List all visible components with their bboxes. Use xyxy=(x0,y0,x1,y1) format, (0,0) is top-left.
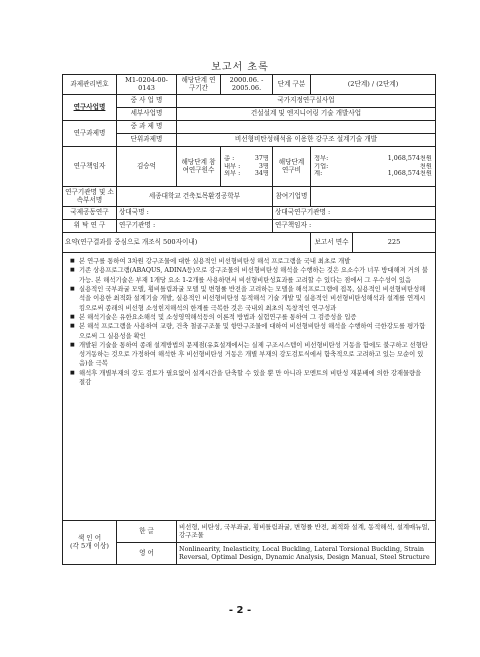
org-label: 연구기관명 및 소속부서명 xyxy=(63,187,117,207)
gov-value: 1,068,574천원 xyxy=(387,155,433,163)
unit-task-value: 비선형비탄성해석을 이용한 강구조 설계기술 개발 xyxy=(177,134,436,147)
corp-value: 천원 xyxy=(419,162,433,170)
stage-value: (2단계) / (2단계) xyxy=(311,75,436,95)
internal-value: 3명 xyxy=(258,162,269,170)
gov-label: 정부: xyxy=(314,155,329,163)
lead-researcher-value: 김승억 xyxy=(117,147,177,187)
sum-value: 1,068,574천원 xyxy=(387,170,433,178)
abstract-item: ■ 본 해석기술은 유한요소해석 및 소성영역해석등의 이론적 방법과 실험연구를 통하여 그 검증성을 입증 xyxy=(79,313,429,322)
consign-org: 연구기관명 : xyxy=(117,220,273,233)
report-title: 보고서 초록 xyxy=(211,62,269,73)
partner-company-label: 참여기업명 xyxy=(273,187,311,207)
consign-head: 연구책임자 : xyxy=(273,220,436,233)
partner-company-value xyxy=(311,187,436,207)
abstract-body xyxy=(63,253,436,521)
page-number: - 2 - xyxy=(228,605,252,616)
pages-value: 225 xyxy=(353,233,436,253)
abstract-item: ■ 본 해석 프로그램을 사용하여 교량, 건축 철골구조물 및 항만구조물에 대하여 비선형비탄성 해석을 수행하여 극한강도를 평가함으로써 그 실용성을 확인 xyxy=(79,322,429,341)
mid-program-value: 국가지정연구실사업 xyxy=(177,95,436,108)
big-task-value xyxy=(177,121,436,134)
detail-program-value: 건설설계 및 엔지니어링 기술 개발사업 xyxy=(177,108,436,121)
abstract-item: ■ 본 연구를 통하여 3차원 강구조물에 대한 실용적인 비선형비탄성 해석 프로그램을 국내 최초로 개발 xyxy=(79,257,429,266)
abstract-item: ■ 개발된 기술을 통하여 종래 설계방법의 문제점(유효설계에서는 실제 구조시스템이 비선형비탄성 거동을 함에도 불구하고 선형탄성거동하는 것으로 가정하여 해석한 후 비선형비탄성 거동은 개별 부재의 강도검토식에서 함축적으로 고려하고 있는 모순이 있음)을 극복 xyxy=(79,341,429,369)
summary-label: 요약(연구결과를 중심으로 개조식 500자이내) xyxy=(63,233,311,253)
big-task-label: 중 과 제 명 xyxy=(117,121,177,134)
intl-label: 국제공동연구 xyxy=(63,207,117,220)
task-id-label: 과제관리번호 xyxy=(63,75,117,95)
internal-label: 내부 : xyxy=(224,162,241,170)
keywords-label-cell xyxy=(63,521,117,565)
org-value: 세종대학교 건축토목환경공학부 xyxy=(117,187,273,207)
consign-label: 위 탁 연 구 xyxy=(63,220,117,233)
abstract-item: ■ 기존 상용프로그램(ABAQUS, ADINA등)으로 강구조물의 비선형비탄성 해석을 수행하는 것은 요소수가 너무 방대해져 거의 불가능. 본 해석기술은 부재 1개당 요소 1-2개를 사용하면서 비선형비탄성효과를 고려할 수 있다는 점에서 그 우수성이 있음 xyxy=(79,266,429,285)
abstract-item: ■ 해석후 개별부재의 강도 검토가 필요없어 설계시간을 단축할 수 있을 뿐 만 아니라 모멘트의 비탄성 재분배에 의한 강재물량을 절감 xyxy=(79,369,429,388)
cost-values xyxy=(311,147,436,187)
intl-partner: 상대국연구기관명 : xyxy=(273,207,436,220)
keywords-en-label: 영 어 xyxy=(117,543,177,565)
keywords-ko-label: 한 글 xyxy=(117,521,177,543)
cost-label: 해당단계 연구비 xyxy=(273,147,311,187)
total-label: 총 : xyxy=(224,155,235,163)
management-row xyxy=(63,75,436,95)
task-name-label: 연구과제명 xyxy=(63,121,117,147)
program-label: 연구사업명 xyxy=(63,95,117,121)
participants-label: 해당단계 참여연구원수 xyxy=(177,147,221,187)
intl-country: 상대국명 : xyxy=(117,207,273,220)
keywords-sub: (각 5개 이상) xyxy=(69,541,109,550)
keywords-en-value: Nonlinearity, Inelasticity, Local Buckling, Lateral Torsional Buckling, Strain Reversal, Optimal Design, Dynamic Analysis, Design Manual, Steel Structure xyxy=(177,543,436,565)
external-label: 외부 : xyxy=(224,170,241,178)
lead-researcher-label: 연구책임자 xyxy=(63,147,117,187)
abstract-item: ■ 실용적인 국부좌굴 모델, 횡비틀림좌굴 모델 및 변형률 반전을 고려하는 모델을 해석프로그램에 접목, 실용적인 비선형비탄성해석을 이용한 최적화 설계기술 개발, 실용적인 비선형비탄성 동적해석 기술 개발 및 실용적인 비선형비탄성해석과 설계를 연계시킴으로써 종래의 비선형 소성힌지해석의 한계를 극복한 것은 국내외 최초의 독창적인 연구성과 xyxy=(79,285,429,313)
participants-counts xyxy=(221,147,273,187)
total-value: 37명 xyxy=(254,155,269,163)
keywords-ko-value: 비선형, 비탄성, 국부좌굴, 횡비틀림좌굴, 변형률 반전, 최적화 설계, 동적해석, 설계매뉴얼, 강구조물 xyxy=(177,521,436,543)
abstract-form xyxy=(62,74,436,565)
task-id-value: M1-0204-00-0143 xyxy=(117,75,177,95)
external-value: 34명 xyxy=(254,170,269,178)
corp-label: 기업: xyxy=(314,162,329,170)
pages-label: 보고서 면수 xyxy=(311,233,353,253)
sum-label: 계: xyxy=(314,170,323,178)
keywords-label: 색 인 어 xyxy=(77,533,102,542)
period-value: 2000.06. - 2005.06. xyxy=(221,75,273,95)
detail-program-label: 세부사업명 xyxy=(117,108,177,121)
unit-task-label: 단위과제명 xyxy=(117,134,177,147)
period-label: 해당단계 연구기간 xyxy=(177,75,221,95)
mid-program-label: 중 사 업 명 xyxy=(117,95,177,108)
stage-label: 단계 구분 xyxy=(273,75,311,95)
abstract-list xyxy=(69,257,429,387)
